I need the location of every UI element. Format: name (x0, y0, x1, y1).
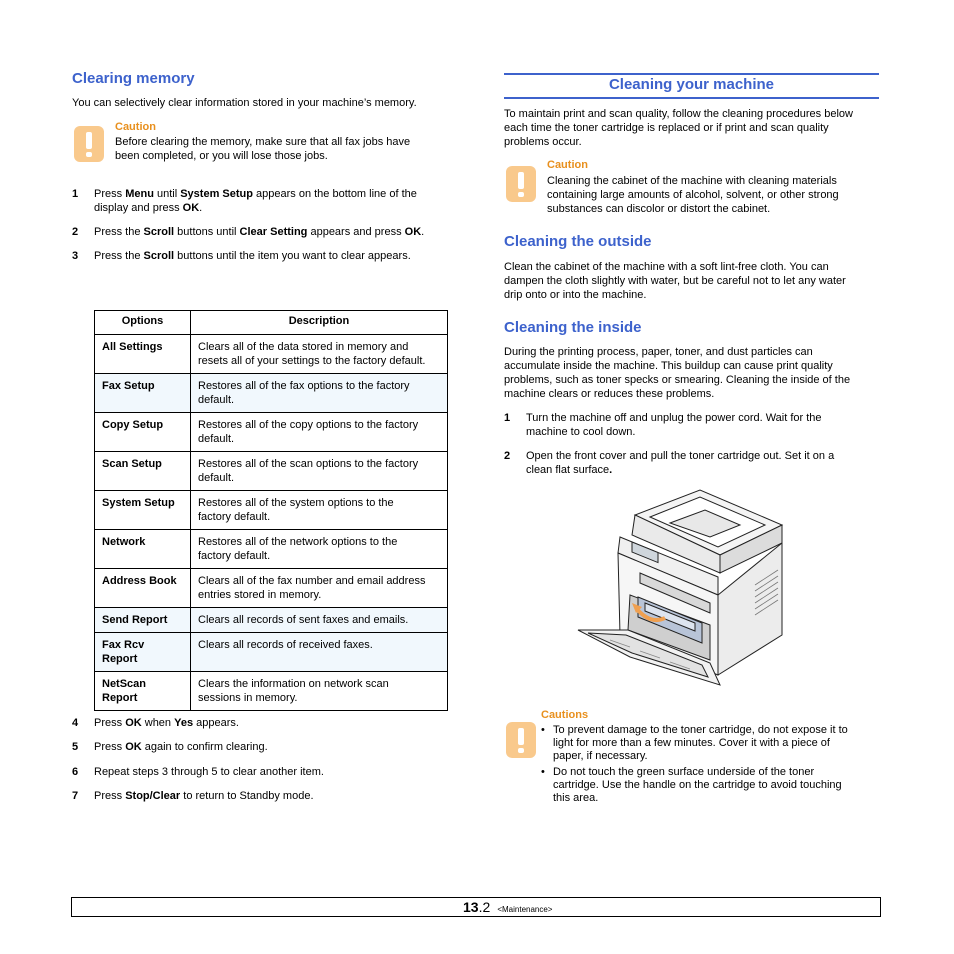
option-name: System Setup (95, 491, 191, 530)
step-text-part: machine to cool down. (526, 426, 636, 438)
step-text-part: . (421, 226, 425, 238)
caution-icon (506, 722, 536, 758)
table-row (95, 335, 448, 374)
bullet-text (553, 724, 875, 763)
chapter-title: Cleaning your machine (608, 76, 775, 93)
inside-text-line: During the printing process, paper, toner, and dust particles can (504, 346, 813, 358)
step-text-part: until (153, 188, 181, 200)
table-header-row (95, 311, 448, 335)
caution-icon (74, 126, 104, 162)
step-text-part: again to confirm clearing. (141, 741, 268, 753)
cautions-bullet-1 (541, 724, 881, 764)
step-text-part: clean flat surface (526, 464, 610, 476)
bullet-line: this area. (553, 792, 599, 804)
outside-text-line: dampen the cloth slightly with water, but be careful not to let any water (504, 275, 846, 287)
caution-title: Caution (115, 121, 156, 133)
desc-line: Restores all of the network options to the (198, 536, 398, 548)
step-text-part: . (609, 464, 613, 476)
clearing-memory-intro: You can selectively clear information stored in your machine’s memory. (72, 97, 417, 109)
step-text-part: Press the (94, 250, 144, 262)
caution-title: Caution (547, 159, 588, 171)
step-key-yes: Yes (174, 717, 194, 729)
caution-text-line: Before clearing the memory, make sure that all fax jobs have (115, 136, 411, 148)
option-name: Scan Setup (95, 452, 191, 491)
desc-line: sessions in memory. (198, 692, 298, 704)
option-name: Copy Setup (95, 413, 191, 452)
step-text (94, 740, 268, 754)
desc-line: default. (198, 394, 235, 406)
option-name-line: Fax Rcv (102, 639, 145, 651)
step-text-part: Press (94, 717, 126, 729)
caution-text-line: substances can discolor or distort the cabinet. (547, 203, 771, 215)
table-row (95, 608, 448, 633)
step-text-part: display and press (94, 202, 183, 214)
step-3 (72, 249, 452, 265)
table-row (95, 633, 448, 672)
bullet-line: paper, if necessary. (553, 750, 648, 762)
step-text-part: Press (94, 188, 126, 200)
clear-options-table (94, 310, 448, 711)
chapter-title-top-rule (504, 73, 879, 75)
option-description (191, 491, 448, 530)
option-name (95, 672, 191, 711)
step-text (94, 249, 411, 263)
desc-line: Clears all of the data stored in memory and (198, 341, 409, 353)
inside-text-line: problems, such as toner specks or smearing. Cleaning the inside of the (504, 374, 851, 386)
step-text (94, 225, 424, 239)
step-text-part: when (141, 717, 175, 729)
option-description (191, 530, 448, 569)
cautions-title: Cautions (541, 709, 589, 721)
footer-section-name: <Maintenance> (497, 905, 553, 914)
step-key-ok: OK (404, 226, 422, 238)
step-text-part: buttons until the item you want to clear appears. (174, 250, 411, 262)
option-name (95, 633, 191, 672)
cleaning-intro-line: problems occur. (504, 136, 582, 148)
step-text-part: Press (94, 741, 126, 753)
option-description (191, 608, 448, 633)
step-text-part: Open the front cover and pull the toner cartridge out. Set it on a (526, 450, 835, 462)
step-text (94, 716, 239, 730)
desc-line: Restores all of the system options to the (198, 497, 394, 509)
option-description (191, 452, 448, 491)
bullet-line: cartridge. Use the handle on the cartridge to avoid touching (553, 779, 842, 791)
caution-text-line: been completed, or you will lose those jobs. (115, 150, 328, 162)
bullet-mark: • (541, 724, 545, 736)
bullet-mark: • (541, 766, 545, 778)
page-number-page: .2 (478, 899, 491, 915)
desc-line: entries stored in memory. (198, 589, 322, 601)
inside-text-line: accumulate inside the machine. This buildup can cause print quality (504, 360, 833, 372)
step-5 (72, 740, 452, 756)
option-name: Fax Setup (95, 374, 191, 413)
step-text-part: buttons until (174, 226, 240, 238)
step-7 (72, 789, 452, 805)
inside-text-line: machine clears or reduces these problems. (504, 388, 715, 400)
section-heading-cleaning-inside: Cleaning the inside (504, 319, 642, 336)
step-text (94, 789, 314, 803)
caution-text-line: containing large amounts of alcohol, solvent, or other strong (547, 189, 839, 201)
caution-text-line: Cleaning the cabinet of the machine with cleaning materials (547, 175, 837, 187)
step-text (526, 449, 834, 477)
desc-line: default. (198, 433, 235, 445)
step-4 (72, 716, 452, 732)
cleaning-intro-line: To maintain print and scan quality, follow the cleaning procedures below (504, 108, 853, 120)
step-text: Repeat steps 3 through 5 to clear another item. (94, 766, 324, 778)
option-description (191, 374, 448, 413)
desc-line: factory default. (198, 511, 271, 523)
page-number-chapter: 13 (463, 899, 479, 915)
section-heading-cleaning-outside: Cleaning the outside (504, 233, 652, 250)
option-name: All Settings (95, 335, 191, 374)
bullet-line: To prevent damage to the toner cartridge, do not expose it to (553, 724, 848, 736)
column-header-description: Description (191, 311, 448, 335)
bullet-text (553, 766, 875, 805)
desc-line: Restores all of the copy options to the factory (198, 419, 419, 431)
page-number (463, 899, 552, 915)
caution-icon (506, 166, 536, 202)
outside-text-line: Clean the cabinet of the machine with a soft lint-free cloth. You can (504, 261, 829, 273)
desc-line: Clears the information on network scan (198, 678, 389, 690)
option-name-line: Report (102, 692, 138, 704)
desc-line: Restores all of the scan options to the factory (198, 458, 419, 470)
section-heading-clearing-memory: Clearing memory (72, 70, 195, 87)
step-key-menu: Menu (125, 188, 154, 200)
option-name-line: NetScan (102, 678, 147, 690)
bullet-line: light for more than a few minutes. Cover it with a piece of (553, 737, 830, 749)
table-row (95, 374, 448, 413)
desc-line: factory default. (198, 550, 271, 562)
step-text-part: appears. (193, 717, 239, 729)
step-key-stop-clear: Stop/Clear (125, 790, 181, 802)
step-number: 1 (504, 412, 511, 424)
option-name-line: Report (102, 653, 138, 665)
column-header-options: Options (95, 311, 191, 335)
step-text-part: Press (94, 790, 126, 802)
step-number: 4 (72, 717, 79, 729)
cleaning-intro-line: each time the toner cartridge is replaced or if print and scan quality (504, 122, 829, 134)
step-text-part: to return to Standby mode. (180, 790, 314, 802)
step-key-ok: OK (125, 717, 142, 729)
step-key-clear-setting: Clear Setting (239, 226, 308, 238)
inside-step-2 (504, 449, 879, 479)
step-number: 2 (72, 226, 79, 238)
step-1 (72, 187, 452, 217)
chapter-title-bottom-rule (504, 97, 879, 99)
outside-text-line: drip onto or into the machine. (504, 289, 647, 301)
option-name: Address Book (95, 569, 191, 608)
step-text-part: appears and press (307, 226, 405, 238)
table-row (95, 672, 448, 711)
table-row (95, 530, 448, 569)
step-number: 2 (504, 450, 511, 462)
step-key-scroll: Scroll (143, 226, 175, 238)
step-number: 3 (72, 250, 79, 262)
table-row (95, 569, 448, 608)
printer-illustration (570, 485, 790, 695)
cautions-bullet-2 (541, 766, 881, 806)
inside-step-1 (504, 411, 879, 441)
step-text-part: Turn the machine off and unplug the power cord. Wait for the (526, 412, 822, 424)
step-text-part: appears on the bottom line of the (252, 188, 417, 200)
desc-line: Clears all of the fax number and email address (198, 575, 426, 587)
step-text-part: Press the (94, 226, 144, 238)
option-description (191, 413, 448, 452)
option-description (191, 569, 448, 608)
step-key-ok: OK (182, 202, 200, 214)
step-key-system-setup: System Setup (180, 188, 253, 200)
step-text (526, 411, 822, 439)
step-6 (72, 765, 452, 781)
option-name: Network (95, 530, 191, 569)
desc-line: Clears all records of sent faxes and emails. (198, 614, 409, 626)
option-description (191, 672, 448, 711)
step-text (94, 187, 417, 215)
step-key-ok: OK (125, 741, 142, 753)
desc-line: Clears all records of received faxes. (198, 639, 373, 651)
step-key-scroll: Scroll (143, 250, 175, 262)
option-description (191, 335, 448, 374)
step-text-part: . (199, 202, 203, 214)
step-2 (72, 225, 452, 241)
table-row (95, 491, 448, 530)
bullet-line: Do not touch the green surface underside of the toner (553, 766, 815, 778)
desc-line: default. (198, 472, 235, 484)
desc-line: Restores all of the fax options to the factory (198, 380, 410, 392)
step-number: 7 (72, 790, 79, 802)
step-number: 5 (72, 741, 79, 753)
page-footer (71, 897, 881, 917)
step-number: 1 (72, 188, 79, 200)
table-row (95, 413, 448, 452)
table-row (95, 452, 448, 491)
step-number: 6 (72, 766, 79, 778)
option-name: Send Report (95, 608, 191, 633)
desc-line: resets all of your settings to the factory default. (198, 355, 426, 367)
option-description (191, 633, 448, 672)
